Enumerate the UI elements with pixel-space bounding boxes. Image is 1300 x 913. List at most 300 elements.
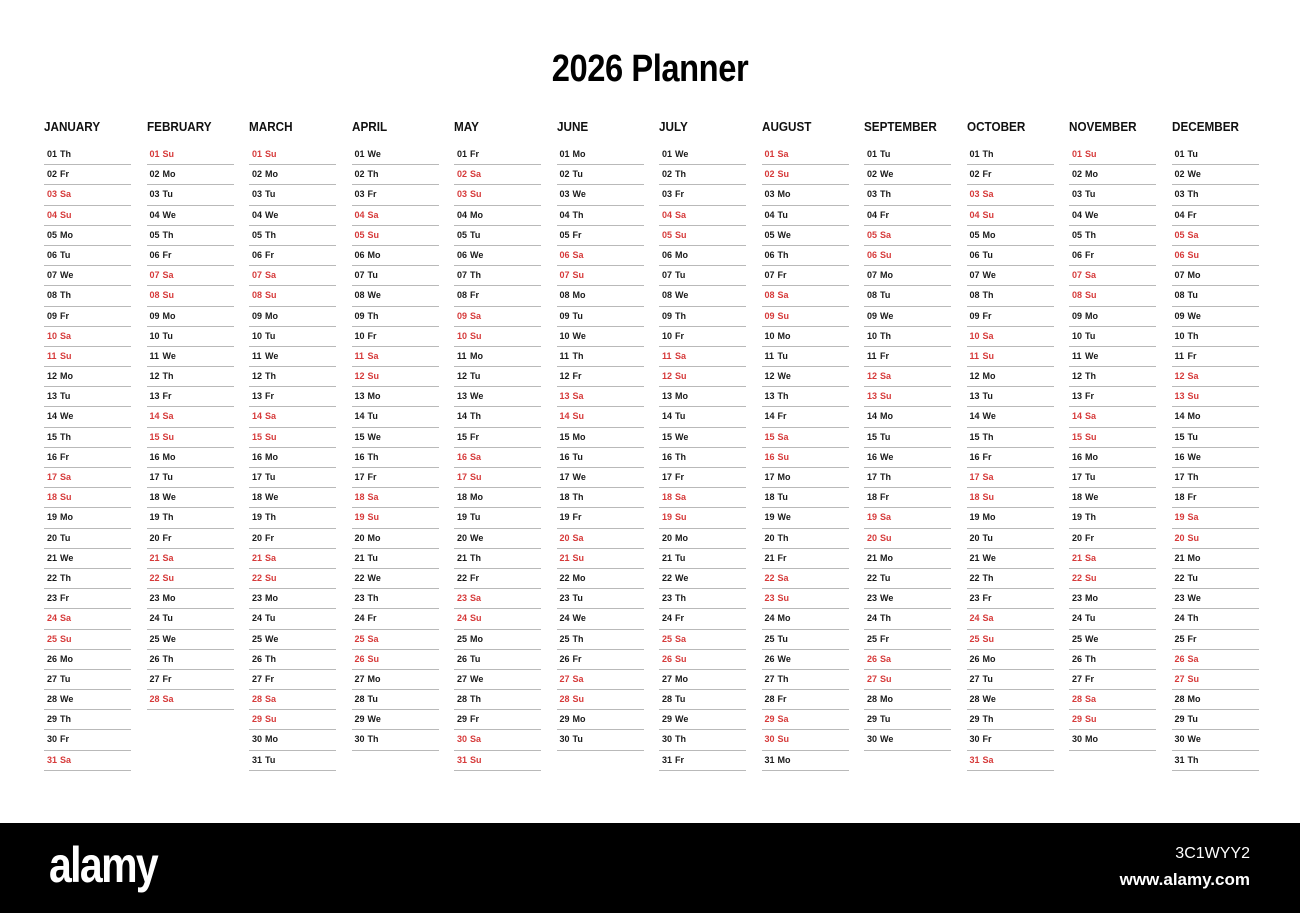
day-row (352, 286, 439, 306)
day-row (147, 347, 234, 367)
day-of-week: We (777, 512, 791, 523)
day-row (1172, 347, 1259, 367)
day-row (454, 307, 541, 327)
day-row (454, 448, 541, 468)
day-number: 30 (764, 734, 775, 745)
day-of-week: Sa (982, 754, 994, 765)
day-row (454, 589, 541, 609)
day-of-week: Mo (367, 249, 381, 260)
day-number: 02 (559, 169, 570, 180)
day-of-week: Su (675, 653, 687, 664)
day-of-week: Su (1187, 391, 1200, 402)
day-row (1069, 286, 1156, 306)
day-of-week: Su (1085, 431, 1097, 442)
day-number: 06 (764, 249, 775, 260)
day-of-week: Th (60, 714, 71, 725)
day-of-week: We (1085, 492, 1099, 503)
day-row (352, 407, 439, 427)
day-of-week: Su (880, 391, 892, 402)
day-of-week: Su (162, 149, 175, 159)
day-of-week: Sa (982, 472, 994, 482)
day-row (147, 670, 234, 690)
day-row (557, 327, 644, 347)
day-row (864, 569, 951, 589)
day-number: 08 (559, 290, 570, 301)
day-number: 06 (1174, 249, 1185, 260)
day-number: 02 (252, 169, 263, 180)
day-of-week: Fr (162, 249, 172, 260)
day-of-week: Mo (572, 149, 586, 159)
day-number: 23 (662, 593, 673, 604)
day-row (1069, 549, 1156, 569)
day-number: 13 (149, 391, 160, 402)
day-of-week: Mo (367, 391, 381, 402)
day-of-week: We (572, 189, 586, 200)
day-of-week: Mo (572, 572, 586, 583)
day-number: 17 (149, 472, 160, 482)
day-number: 11 (457, 350, 467, 361)
day-row (864, 185, 951, 205)
day-row (659, 206, 746, 226)
day-of-week: We (162, 209, 176, 220)
day-number: 09 (969, 310, 980, 321)
day-list (967, 145, 1054, 771)
day-of-week: We (367, 572, 381, 583)
day-number: 11 (47, 350, 57, 361)
day-row (454, 185, 541, 205)
day-of-week: Su (60, 209, 72, 220)
day-of-week: We (880, 593, 894, 604)
day-number: 04 (252, 209, 263, 220)
day-row (557, 307, 644, 327)
day-row (249, 690, 336, 710)
day-number: 04 (867, 209, 878, 220)
day-number: 08 (662, 290, 673, 301)
day-number: 29 (559, 714, 570, 725)
day-row (454, 710, 541, 730)
day-row (454, 327, 541, 347)
day-of-week: Tu (1085, 330, 1096, 341)
day-row (864, 206, 951, 226)
day-number: 11 (252, 350, 262, 361)
day-row (967, 226, 1054, 246)
day-of-week: Su (162, 290, 175, 301)
day-of-week: Tu (982, 532, 993, 543)
day-row (1069, 529, 1156, 549)
day-of-week: Sa (777, 149, 789, 159)
day-number: 19 (1072, 512, 1083, 523)
day-row (864, 730, 951, 750)
day-row (249, 630, 336, 650)
month-name: MARCH (249, 119, 293, 134)
day-number: 10 (149, 330, 160, 341)
day-row (557, 185, 644, 205)
day-of-week: Tu (265, 189, 276, 200)
day-of-week: Th (982, 431, 994, 442)
day-number: 07 (969, 270, 980, 281)
day-row (454, 206, 541, 226)
site-url: www.alamy.com (1119, 870, 1250, 889)
day-row (44, 428, 131, 448)
day-row (147, 468, 234, 488)
day-number: 10 (969, 330, 980, 341)
day-row (147, 488, 234, 508)
day-row (1069, 488, 1156, 508)
day-number: 26 (149, 653, 160, 664)
day-of-week: Su (265, 290, 277, 301)
day-number: 07 (764, 270, 775, 281)
day-number: 22 (457, 572, 468, 583)
day-row (1172, 428, 1259, 448)
day-row (1172, 690, 1259, 710)
day-row (454, 690, 541, 710)
day-row (44, 710, 131, 730)
day-number: 07 (867, 270, 878, 281)
day-number: 27 (969, 673, 980, 684)
day-row (1172, 609, 1259, 629)
day-of-week: Th (367, 593, 379, 604)
day-row (147, 529, 234, 549)
day-of-week: Tu (1187, 714, 1198, 725)
day-row (557, 488, 644, 508)
day-row (352, 206, 439, 226)
day-row (352, 165, 439, 185)
day-row (557, 468, 644, 488)
month-name: SEPTEMBER (864, 119, 937, 134)
day-of-week: Mo (162, 451, 176, 462)
day-row (147, 165, 234, 185)
day-row (762, 630, 849, 650)
day-row (557, 407, 644, 427)
day-of-week: Tu (1085, 613, 1096, 624)
day-number: 26 (559, 653, 570, 664)
day-of-week: Sa (777, 572, 789, 583)
day-number: 15 (1174, 431, 1185, 442)
day-number: 01 (559, 149, 570, 159)
day-row (557, 549, 644, 569)
day-of-week: We (572, 613, 586, 624)
month-column-april (351, 118, 439, 745)
day-of-week: Tu (367, 552, 378, 563)
day-of-week: Th (982, 572, 994, 583)
day-row (147, 569, 234, 589)
day-row (967, 428, 1054, 448)
day-number: 03 (559, 189, 570, 200)
day-of-week: Su (1085, 572, 1097, 583)
day-of-week: We (1187, 169, 1201, 180)
day-of-week: Th (1187, 472, 1199, 482)
day-number: 20 (559, 532, 570, 543)
day-number: 10 (1072, 330, 1083, 341)
day-row (659, 488, 746, 508)
day-number: 02 (662, 169, 673, 180)
day-row (147, 448, 234, 468)
day-row (1069, 145, 1156, 165)
day-row (762, 650, 849, 670)
day-row (352, 549, 439, 569)
day-number: 21 (867, 552, 878, 563)
day-row (967, 508, 1054, 528)
day-of-week: Su (777, 593, 790, 604)
day-number: 16 (559, 451, 570, 462)
day-number: 25 (252, 633, 263, 644)
day-row (1069, 690, 1156, 710)
day-number: 12 (559, 371, 570, 382)
day-number: 18 (969, 492, 980, 503)
day-row (1172, 266, 1259, 286)
day-number: 03 (764, 189, 775, 200)
day-of-week: Sa (470, 169, 482, 180)
day-row (864, 286, 951, 306)
day-of-week: Fr (982, 734, 992, 745)
day-number: 03 (867, 189, 878, 200)
day-number: 16 (457, 451, 468, 462)
day-row (454, 508, 541, 528)
day-number: 15 (559, 431, 570, 442)
day-number: 01 (252, 149, 263, 159)
day-of-week: Th (675, 169, 686, 180)
image-id: 3C1WYY2 (1175, 845, 1250, 862)
day-number: 28 (252, 694, 263, 705)
day-row (352, 307, 439, 327)
day-row (659, 327, 746, 347)
day-of-week: Tu (1085, 472, 1096, 482)
day-of-week: Sa (60, 330, 72, 341)
day-of-week: We (265, 350, 279, 361)
day-number: 16 (969, 451, 980, 462)
day-number: 27 (764, 673, 775, 684)
day-number: 30 (559, 734, 570, 745)
day-number: 09 (662, 310, 673, 321)
day-row (1069, 508, 1156, 528)
day-of-week: Sa (265, 552, 277, 563)
day-number: 06 (867, 249, 878, 260)
day-row (352, 448, 439, 468)
day-number: 28 (662, 694, 673, 705)
day-row (44, 488, 131, 508)
day-row (352, 468, 439, 488)
day-row (249, 347, 336, 367)
day-of-week: We (470, 249, 484, 260)
day-number: 02 (764, 169, 775, 180)
day-of-week: Fr (1085, 532, 1094, 543)
day-of-week: Fr (675, 754, 684, 765)
day-number: 01 (662, 149, 673, 159)
day-of-week: Su (1187, 249, 1200, 260)
day-number: 07 (662, 270, 673, 281)
day-row (967, 710, 1054, 730)
day-of-week: Th (470, 694, 481, 705)
day-row (352, 327, 439, 347)
day-number: 04 (559, 209, 570, 220)
day-row (44, 307, 131, 327)
day-row (864, 468, 951, 488)
day-number: 30 (1072, 734, 1083, 745)
day-of-week: Fr (367, 330, 377, 341)
day-number: 19 (559, 512, 570, 523)
day-row (454, 428, 541, 448)
day-of-week: Th (982, 714, 994, 725)
day-of-week: Su (1085, 149, 1097, 159)
day-number: 06 (252, 249, 263, 260)
day-number: 20 (764, 532, 775, 543)
day-row (967, 730, 1054, 750)
day-number: 19 (969, 512, 980, 523)
day-of-week: Fr (572, 229, 582, 240)
month-column-march (249, 118, 336, 765)
day-row (659, 428, 746, 448)
day-number: 20 (47, 532, 58, 543)
day-row (762, 710, 849, 730)
day-row (352, 650, 439, 670)
day-number: 21 (764, 552, 775, 563)
month-column-february (146, 118, 234, 705)
day-of-week: Mo (1187, 694, 1201, 705)
day-number: 17 (354, 472, 365, 482)
day-row (249, 286, 336, 306)
day-row (147, 387, 234, 407)
day-row (454, 407, 541, 427)
day-number: 29 (1174, 714, 1185, 725)
day-of-week: Su (162, 572, 175, 583)
day-of-week: Mo (162, 169, 176, 180)
day-of-week: Su (572, 411, 585, 422)
day-row (864, 226, 951, 246)
day-row (454, 650, 541, 670)
day-row (352, 488, 439, 508)
day-of-week: Tu (982, 391, 993, 402)
day-number: 15 (354, 431, 365, 442)
day-row (967, 407, 1054, 427)
day-row (1069, 730, 1156, 750)
day-of-week: Fr (162, 673, 172, 684)
day-of-week: Mo (982, 512, 996, 523)
day-row (762, 206, 849, 226)
day-number: 15 (764, 431, 775, 442)
day-number: 01 (457, 149, 468, 159)
day-row (454, 730, 541, 750)
day-number: 20 (252, 532, 263, 543)
day-number: 02 (47, 169, 58, 180)
day-number: 26 (1174, 653, 1185, 664)
day-number: 19 (662, 512, 673, 523)
day-of-week: Th (162, 229, 174, 240)
day-of-week: Th (60, 431, 71, 442)
day-of-week: Mo (367, 532, 381, 543)
day-of-week: Tu (675, 411, 686, 422)
day-row (1069, 327, 1156, 347)
day-number: 28 (969, 694, 980, 705)
day-row (557, 145, 644, 165)
day-number: 22 (867, 572, 878, 583)
day-row (557, 609, 644, 629)
day-row (352, 185, 439, 205)
day-number: 16 (252, 451, 263, 462)
day-number: 14 (662, 411, 673, 422)
day-number: 17 (252, 472, 263, 482)
day-number: 18 (457, 492, 468, 503)
day-row (864, 387, 951, 407)
day-row (1172, 569, 1259, 589)
day-of-week: Th (572, 633, 584, 644)
day-row (352, 246, 439, 266)
day-number: 20 (1072, 532, 1083, 543)
day-row (249, 569, 336, 589)
day-of-week: Mo (880, 270, 893, 281)
day-row (352, 730, 439, 750)
day-number: 15 (47, 431, 58, 442)
day-row (1069, 569, 1156, 589)
day-of-week: Th (572, 492, 584, 503)
day-row (864, 529, 951, 549)
day-of-week: Mo (60, 512, 73, 523)
day-row (1172, 630, 1259, 650)
day-row (44, 468, 131, 488)
day-of-week: Sa (982, 189, 994, 200)
day-number: 22 (559, 572, 570, 583)
day-number: 25 (764, 633, 775, 644)
day-number: 09 (1072, 310, 1083, 321)
day-of-week: We (60, 411, 74, 422)
day-row (44, 508, 131, 528)
day-row (147, 650, 234, 670)
day-of-week: Sa (1085, 411, 1097, 422)
month-name: MAY (454, 119, 479, 134)
day-of-week: We (162, 492, 176, 503)
day-row (1172, 508, 1259, 528)
day-row (762, 609, 849, 629)
day-of-week: Th (880, 472, 891, 482)
day-number: 28 (457, 694, 468, 705)
day-list (44, 145, 131, 771)
day-row (762, 266, 849, 286)
day-of-week: Th (162, 371, 174, 382)
day-of-week: Su (470, 613, 482, 624)
day-number: 06 (969, 249, 980, 260)
day-number: 08 (457, 290, 468, 301)
day-number: 16 (149, 451, 160, 462)
day-row (762, 165, 849, 185)
day-of-week: Tu (162, 472, 173, 482)
day-number: 16 (47, 451, 58, 462)
day-number: 20 (149, 532, 160, 543)
day-number: 15 (457, 431, 468, 442)
day-number: 07 (47, 270, 58, 281)
day-of-week: Mo (880, 694, 893, 705)
day-number: 07 (1174, 270, 1185, 281)
day-number: 21 (252, 552, 263, 563)
day-row (659, 185, 746, 205)
day-number: 10 (559, 330, 570, 341)
day-of-week: Mo (982, 653, 996, 664)
day-row (249, 206, 336, 226)
day-of-week: Th (60, 149, 71, 159)
day-of-week: Su (982, 350, 995, 361)
day-row (1069, 670, 1156, 690)
day-of-week: We (675, 431, 689, 442)
day-of-week: Mo (470, 492, 483, 503)
day-row (1172, 226, 1259, 246)
day-number: 30 (252, 734, 263, 745)
day-number: 13 (764, 391, 775, 402)
day-row (967, 246, 1054, 266)
day-row (762, 347, 849, 367)
day-number: 27 (662, 673, 673, 684)
day-number: 31 (969, 754, 980, 765)
day-row (967, 630, 1054, 650)
day-of-week: Fr (572, 512, 582, 523)
day-row (454, 751, 541, 771)
